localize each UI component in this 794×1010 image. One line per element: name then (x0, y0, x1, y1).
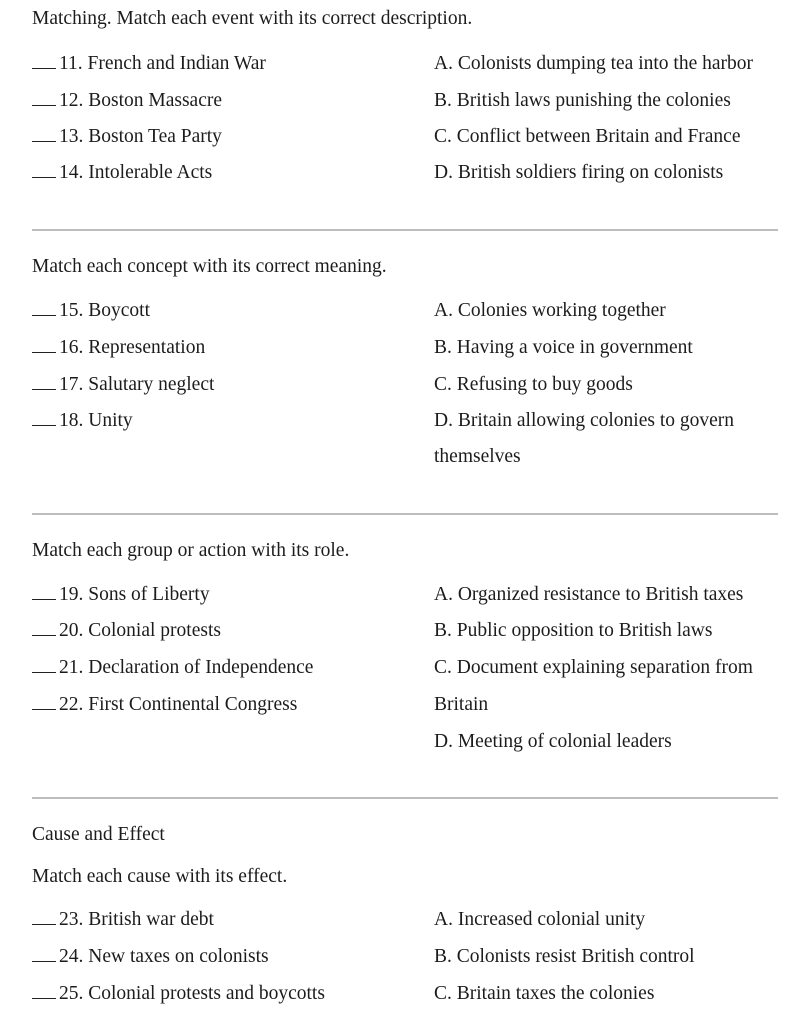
answer-option: B. Colonists resist British control (434, 946, 695, 967)
answer-blank[interactable] (32, 634, 56, 636)
question-20: 20. Colonial protests (32, 620, 221, 642)
answer-option: A. Increased colonial unity (434, 909, 646, 930)
question-12: 12. Boston Massacre (32, 90, 222, 112)
question-18: 18. Unity (32, 410, 133, 432)
answer-blank[interactable] (32, 708, 56, 710)
question-22: 22. First Continental Congress (32, 694, 297, 716)
answer-blank[interactable] (32, 176, 56, 178)
answer-blank[interactable] (32, 960, 56, 962)
answer-blank[interactable] (32, 923, 56, 925)
question-16: 16. Representation (32, 337, 205, 359)
answer-option: D. Meeting of colonial leaders (434, 731, 672, 752)
answer-option: C. Conflict between Britain and France (434, 126, 741, 147)
answer-option: A. Organized resistance to British taxes (434, 584, 744, 605)
answer-option: A. Colonists dumping tea into the harbor (434, 53, 754, 74)
answer-option: D. British soldiers firing on colonists (434, 162, 724, 183)
question-21: 21. Declaration of Independence (32, 657, 313, 679)
question-24: 24. New taxes on colonists (32, 946, 269, 968)
answer-blank[interactable] (32, 314, 56, 316)
answer-blank[interactable] (32, 424, 56, 426)
answer-option: B. Public opposition to British laws (434, 620, 713, 641)
section-divider (32, 797, 778, 799)
answer-blank[interactable] (32, 671, 56, 673)
answer-option: A. Colonies working together (434, 300, 666, 321)
question-14: 14. Intolerable Acts (32, 162, 212, 184)
answer-blank[interactable] (32, 351, 56, 353)
section3-heading: Match each group or action with its role. (32, 540, 350, 561)
answer-blank[interactable] (32, 140, 56, 142)
section-divider (32, 513, 778, 515)
answer-blank[interactable] (32, 997, 56, 999)
section1-heading: Matching. Match each event with its correct description. (32, 8, 473, 29)
section4-title: Cause and Effect (32, 824, 165, 845)
question-17: 17. Salutary neglect (32, 374, 214, 396)
answer-blank[interactable] (32, 598, 56, 600)
answer-option: C. Refusing to buy goods (434, 374, 633, 395)
question-13: 13. Boston Tea Party (32, 126, 222, 148)
answer-blank[interactable] (32, 388, 56, 390)
answer-option: B. Having a voice in government (434, 337, 693, 358)
question-19: 19. Sons of Liberty (32, 584, 210, 606)
section4-heading: Match each cause with its effect. (32, 866, 288, 887)
answer-option: C. Document explaining separation from (434, 657, 753, 678)
question-25: 25. Colonial protests and boycotts (32, 983, 325, 1005)
answer-blank[interactable] (32, 104, 56, 106)
answer-option: B. British laws punishing the colonies (434, 90, 731, 111)
answer-option: C. Britain taxes the colonies (434, 983, 655, 1004)
question-15: 15. Boycott (32, 300, 150, 322)
section-divider (32, 229, 778, 231)
answer-option-continued: Britain (434, 694, 489, 715)
answer-option: D. Britain allowing colonies to govern (434, 410, 735, 431)
question-11: 11. French and Indian War (32, 53, 266, 75)
section2-heading: Match each concept with its correct meaning. (32, 256, 387, 277)
answer-option-continued: themselves (434, 446, 521, 467)
question-23: 23. British war debt (32, 909, 214, 931)
answer-blank[interactable] (32, 67, 56, 69)
